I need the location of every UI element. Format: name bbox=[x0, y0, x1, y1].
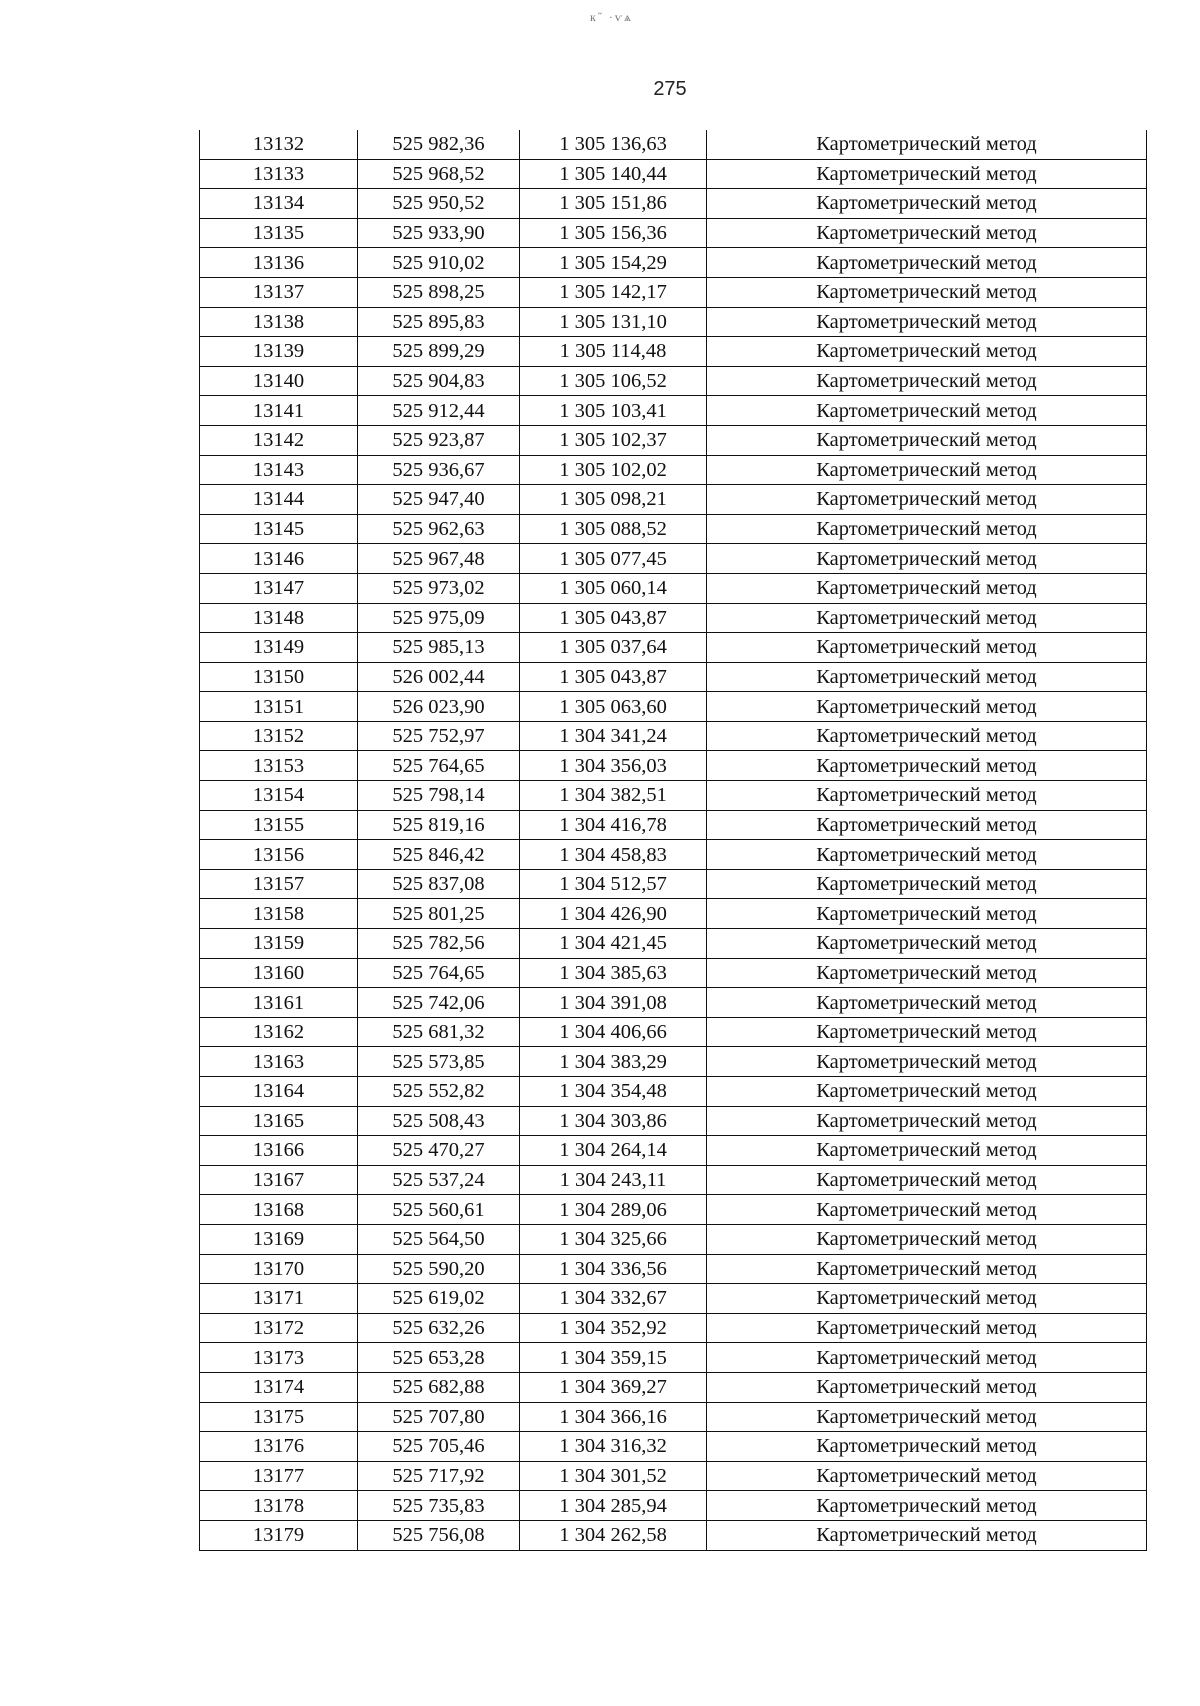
x-coordinate-cell: 525 508,43 bbox=[358, 1106, 520, 1136]
x-coordinate-cell: 525 653,28 bbox=[358, 1343, 520, 1373]
x-coordinate-cell: 525 950,52 bbox=[358, 189, 520, 219]
x-coordinate-cell: 525 764,65 bbox=[358, 751, 520, 781]
method-cell: Картометрический метод bbox=[707, 514, 1147, 544]
method-cell: Картометрический метод bbox=[707, 130, 1147, 159]
x-coordinate-cell: 525 752,97 bbox=[358, 721, 520, 751]
x-coordinate-cell: 525 573,85 bbox=[358, 1047, 520, 1077]
table-row bbox=[200, 366, 1147, 396]
table-row bbox=[200, 869, 1147, 899]
method-cell: Картометрический метод bbox=[707, 869, 1147, 899]
point-number-cell: 13172 bbox=[200, 1313, 358, 1343]
y-coordinate-cell: 1 305 098,21 bbox=[520, 485, 707, 515]
y-coordinate-cell: 1 304 243,11 bbox=[520, 1165, 707, 1195]
table-row bbox=[200, 781, 1147, 811]
method-cell: Картометрический метод bbox=[707, 751, 1147, 781]
table-row bbox=[200, 751, 1147, 781]
method-cell: Картометрический метод bbox=[707, 189, 1147, 219]
method-cell: Картометрический метод bbox=[707, 159, 1147, 189]
y-coordinate-cell: 1 304 301,52 bbox=[520, 1461, 707, 1491]
method-cell: Картометрический метод bbox=[707, 1461, 1147, 1491]
x-coordinate-cell: 525 707,80 bbox=[358, 1402, 520, 1432]
method-cell: Картометрический метод bbox=[707, 603, 1147, 633]
table-row bbox=[200, 514, 1147, 544]
x-coordinate-cell: 525 846,42 bbox=[358, 840, 520, 870]
y-coordinate-cell: 1 305 142,17 bbox=[520, 277, 707, 307]
method-cell: Картометрический метод bbox=[707, 1372, 1147, 1402]
x-coordinate-cell: 525 681,32 bbox=[358, 1017, 520, 1047]
point-number-cell: 13163 bbox=[200, 1047, 358, 1077]
point-number-cell: 13173 bbox=[200, 1343, 358, 1373]
y-coordinate-cell: 1 305 060,14 bbox=[520, 573, 707, 603]
y-coordinate-cell: 1 304 289,06 bbox=[520, 1195, 707, 1225]
table-row bbox=[200, 1461, 1147, 1491]
method-cell: Картометрический метод bbox=[707, 633, 1147, 663]
method-cell: Картометрический метод bbox=[707, 1106, 1147, 1136]
table-row bbox=[200, 1372, 1147, 1402]
point-number-cell: 13146 bbox=[200, 544, 358, 574]
point-number-cell: 13176 bbox=[200, 1432, 358, 1462]
x-coordinate-cell: 526 002,44 bbox=[358, 662, 520, 692]
y-coordinate-cell: 1 305 103,41 bbox=[520, 396, 707, 426]
method-cell: Картометрический метод bbox=[707, 810, 1147, 840]
y-coordinate-cell: 1 304 359,15 bbox=[520, 1343, 707, 1373]
method-cell: Картометрический метод bbox=[707, 899, 1147, 929]
point-number-cell: 13171 bbox=[200, 1284, 358, 1314]
method-cell: Картометрический метод bbox=[707, 988, 1147, 1018]
point-number-cell: 13132 bbox=[200, 130, 358, 159]
coordinates-table-body bbox=[200, 130, 1147, 1550]
table-row bbox=[200, 277, 1147, 307]
x-coordinate-cell: 525 912,44 bbox=[358, 396, 520, 426]
table-row bbox=[200, 307, 1147, 337]
table-row bbox=[200, 662, 1147, 692]
table-row bbox=[200, 130, 1147, 159]
method-cell: Картометрический метод bbox=[707, 218, 1147, 248]
point-number-cell: 13177 bbox=[200, 1461, 358, 1491]
point-number-cell: 13151 bbox=[200, 692, 358, 722]
table-row bbox=[200, 1077, 1147, 1107]
y-coordinate-cell: 1 304 336,56 bbox=[520, 1254, 707, 1284]
method-cell: Картометрический метод bbox=[707, 721, 1147, 751]
y-coordinate-cell: 1 305 151,86 bbox=[520, 189, 707, 219]
y-coordinate-cell: 1 304 341,24 bbox=[520, 721, 707, 751]
table-row bbox=[200, 1284, 1147, 1314]
table-row bbox=[200, 1254, 1147, 1284]
method-cell: Картометрический метод bbox=[707, 1047, 1147, 1077]
table-row bbox=[200, 958, 1147, 988]
x-coordinate-cell: 525 975,09 bbox=[358, 603, 520, 633]
point-number-cell: 13139 bbox=[200, 337, 358, 367]
x-coordinate-cell: 525 560,61 bbox=[358, 1195, 520, 1225]
y-coordinate-cell: 1 305 037,64 bbox=[520, 633, 707, 663]
x-coordinate-cell: 525 819,16 bbox=[358, 810, 520, 840]
x-coordinate-cell: 525 973,02 bbox=[358, 573, 520, 603]
x-coordinate-cell: 525 705,46 bbox=[358, 1432, 520, 1462]
method-cell: Картометрический метод bbox=[707, 573, 1147, 603]
x-coordinate-cell: 525 904,83 bbox=[358, 366, 520, 396]
y-coordinate-cell: 1 304 406,66 bbox=[520, 1017, 707, 1047]
y-coordinate-cell: 1 304 391,08 bbox=[520, 988, 707, 1018]
y-coordinate-cell: 1 305 106,52 bbox=[520, 366, 707, 396]
method-cell: Картометрический метод bbox=[707, 425, 1147, 455]
y-coordinate-cell: 1 304 325,66 bbox=[520, 1224, 707, 1254]
table-row bbox=[200, 573, 1147, 603]
table-row bbox=[200, 1402, 1147, 1432]
y-coordinate-cell: 1 305 043,87 bbox=[520, 603, 707, 633]
y-coordinate-cell: 1 304 369,27 bbox=[520, 1372, 707, 1402]
y-coordinate-cell: 1 305 140,44 bbox=[520, 159, 707, 189]
point-number-cell: 13149 bbox=[200, 633, 358, 663]
table-row bbox=[200, 159, 1147, 189]
x-coordinate-cell: 525 537,24 bbox=[358, 1165, 520, 1195]
y-coordinate-cell: 1 305 131,10 bbox=[520, 307, 707, 337]
table-row bbox=[200, 1224, 1147, 1254]
x-coordinate-cell: 525 717,92 bbox=[358, 1461, 520, 1491]
method-cell: Картометрический метод bbox=[707, 1432, 1147, 1462]
point-number-cell: 13167 bbox=[200, 1165, 358, 1195]
y-coordinate-cell: 1 305 043,87 bbox=[520, 662, 707, 692]
table-row bbox=[200, 396, 1147, 426]
point-number-cell: 13178 bbox=[200, 1491, 358, 1521]
x-coordinate-cell: 526 023,90 bbox=[358, 692, 520, 722]
method-cell: Картометрический метод bbox=[707, 1195, 1147, 1225]
point-number-cell: 13150 bbox=[200, 662, 358, 692]
table-row bbox=[200, 455, 1147, 485]
y-coordinate-cell: 1 305 136,63 bbox=[520, 130, 707, 159]
x-coordinate-cell: 525 923,87 bbox=[358, 425, 520, 455]
table-row bbox=[200, 988, 1147, 1018]
table-row bbox=[200, 721, 1147, 751]
y-coordinate-cell: 1 304 303,86 bbox=[520, 1106, 707, 1136]
method-cell: Картометрический метод bbox=[707, 1284, 1147, 1314]
table-row bbox=[200, 1343, 1147, 1373]
method-cell: Картометрический метод bbox=[707, 396, 1147, 426]
table-row bbox=[200, 544, 1147, 574]
table-row bbox=[200, 1165, 1147, 1195]
point-number-cell: 13174 bbox=[200, 1372, 358, 1402]
method-cell: Картометрический метод bbox=[707, 1077, 1147, 1107]
method-cell: Картометрический метод bbox=[707, 1402, 1147, 1432]
y-coordinate-cell: 1 305 088,52 bbox=[520, 514, 707, 544]
point-number-cell: 13170 bbox=[200, 1254, 358, 1284]
table-row bbox=[200, 1136, 1147, 1166]
point-number-cell: 13133 bbox=[200, 159, 358, 189]
x-coordinate-cell: 525 895,83 bbox=[358, 307, 520, 337]
x-coordinate-cell: 525 967,48 bbox=[358, 544, 520, 574]
method-cell: Картометрический метод bbox=[707, 781, 1147, 811]
y-coordinate-cell: 1 305 063,60 bbox=[520, 692, 707, 722]
point-number-cell: 13168 bbox=[200, 1195, 358, 1225]
method-cell: Картометрический метод bbox=[707, 1136, 1147, 1166]
x-coordinate-cell: 525 899,29 bbox=[358, 337, 520, 367]
y-coordinate-cell: 1 304 416,78 bbox=[520, 810, 707, 840]
table-row bbox=[200, 840, 1147, 870]
method-cell: Картометрический метод bbox=[707, 840, 1147, 870]
x-coordinate-cell: 525 798,14 bbox=[358, 781, 520, 811]
point-number-cell: 13142 bbox=[200, 425, 358, 455]
table-row bbox=[200, 1313, 1147, 1343]
x-coordinate-cell: 525 898,25 bbox=[358, 277, 520, 307]
y-coordinate-cell: 1 305 102,37 bbox=[520, 425, 707, 455]
point-number-cell: 13141 bbox=[200, 396, 358, 426]
x-coordinate-cell: 525 947,40 bbox=[358, 485, 520, 515]
method-cell: Картометрический метод bbox=[707, 485, 1147, 515]
point-number-cell: 13140 bbox=[200, 366, 358, 396]
table-row bbox=[200, 929, 1147, 959]
table-row bbox=[200, 692, 1147, 722]
point-number-cell: 13159 bbox=[200, 929, 358, 959]
y-coordinate-cell: 1 304 352,92 bbox=[520, 1313, 707, 1343]
method-cell: Картометрический метод bbox=[707, 248, 1147, 278]
x-coordinate-cell: 525 968,52 bbox=[358, 159, 520, 189]
x-coordinate-cell: 525 735,83 bbox=[358, 1491, 520, 1521]
x-coordinate-cell: 525 564,50 bbox=[358, 1224, 520, 1254]
method-cell: Картометрический метод bbox=[707, 1313, 1147, 1343]
table-row bbox=[200, 189, 1147, 219]
point-number-cell: 13136 bbox=[200, 248, 358, 278]
table-row bbox=[200, 218, 1147, 248]
y-coordinate-cell: 1 304 264,14 bbox=[520, 1136, 707, 1166]
y-coordinate-cell: 1 304 421,45 bbox=[520, 929, 707, 959]
point-number-cell: 13137 bbox=[200, 277, 358, 307]
x-coordinate-cell: 525 933,90 bbox=[358, 218, 520, 248]
point-number-cell: 13135 bbox=[200, 218, 358, 248]
method-cell: Картометрический метод bbox=[707, 1224, 1147, 1254]
table-row bbox=[200, 425, 1147, 455]
point-number-cell: 13156 bbox=[200, 840, 358, 870]
y-coordinate-cell: 1 305 156,36 bbox=[520, 218, 707, 248]
y-coordinate-cell: 1 304 262,58 bbox=[520, 1520, 707, 1550]
x-coordinate-cell: 525 962,63 bbox=[358, 514, 520, 544]
point-number-cell: 13138 bbox=[200, 307, 358, 337]
y-coordinate-cell: 1 304 426,90 bbox=[520, 899, 707, 929]
method-cell: Картометрический метод bbox=[707, 1343, 1147, 1373]
method-cell: Картометрический метод bbox=[707, 1520, 1147, 1550]
point-number-cell: 13175 bbox=[200, 1402, 358, 1432]
x-coordinate-cell: 525 552,82 bbox=[358, 1077, 520, 1107]
point-number-cell: 13147 bbox=[200, 573, 358, 603]
y-coordinate-cell: 1 305 102,02 bbox=[520, 455, 707, 485]
y-coordinate-cell: 1 304 332,67 bbox=[520, 1284, 707, 1314]
point-number-cell: 13157 bbox=[200, 869, 358, 899]
x-coordinate-cell: 525 982,36 bbox=[358, 130, 520, 159]
x-coordinate-cell: 525 756,08 bbox=[358, 1520, 520, 1550]
table-row bbox=[200, 1017, 1147, 1047]
point-number-cell: 13153 bbox=[200, 751, 358, 781]
y-coordinate-cell: 1 304 382,51 bbox=[520, 781, 707, 811]
page-number: 275 bbox=[653, 78, 687, 100]
method-cell: Картометрический метод bbox=[707, 455, 1147, 485]
y-coordinate-cell: 1 304 383,29 bbox=[520, 1047, 707, 1077]
x-coordinate-cell: 525 801,25 bbox=[358, 899, 520, 929]
scan-mark: к˝ ·ѵѧ bbox=[590, 10, 633, 24]
table-row bbox=[200, 337, 1147, 367]
method-cell: Картометрический метод bbox=[707, 337, 1147, 367]
point-number-cell: 13169 bbox=[200, 1224, 358, 1254]
point-number-cell: 13162 bbox=[200, 1017, 358, 1047]
point-number-cell: 13179 bbox=[200, 1520, 358, 1550]
x-coordinate-cell: 525 837,08 bbox=[358, 869, 520, 899]
y-coordinate-cell: 1 304 356,03 bbox=[520, 751, 707, 781]
method-cell: Картометрический метод bbox=[707, 277, 1147, 307]
method-cell: Картометрический метод bbox=[707, 366, 1147, 396]
table-row bbox=[200, 1432, 1147, 1462]
point-number-cell: 13144 bbox=[200, 485, 358, 515]
table-row bbox=[200, 1195, 1147, 1225]
y-coordinate-cell: 1 304 385,63 bbox=[520, 958, 707, 988]
table-row bbox=[200, 1106, 1147, 1136]
table-row bbox=[200, 485, 1147, 515]
method-cell: Картометрический метод bbox=[707, 1254, 1147, 1284]
point-number-cell: 13155 bbox=[200, 810, 358, 840]
table-row bbox=[200, 603, 1147, 633]
point-number-cell: 13166 bbox=[200, 1136, 358, 1166]
y-coordinate-cell: 1 304 354,48 bbox=[520, 1077, 707, 1107]
point-number-cell: 13165 bbox=[200, 1106, 358, 1136]
table-row bbox=[200, 1047, 1147, 1077]
x-coordinate-cell: 525 764,65 bbox=[358, 958, 520, 988]
method-cell: Картометрический метод bbox=[707, 1165, 1147, 1195]
y-coordinate-cell: 1 304 458,83 bbox=[520, 840, 707, 870]
y-coordinate-cell: 1 304 316,32 bbox=[520, 1432, 707, 1462]
table-row bbox=[200, 1520, 1147, 1550]
y-coordinate-cell: 1 305 114,48 bbox=[520, 337, 707, 367]
table-row bbox=[200, 633, 1147, 663]
table-row bbox=[200, 1491, 1147, 1521]
x-coordinate-cell: 525 682,88 bbox=[358, 1372, 520, 1402]
method-cell: Картометрический метод bbox=[707, 307, 1147, 337]
method-cell: Картометрический метод bbox=[707, 958, 1147, 988]
method-cell: Картометрический метод bbox=[707, 1017, 1147, 1047]
y-coordinate-cell: 1 304 366,16 bbox=[520, 1402, 707, 1432]
x-coordinate-cell: 525 782,56 bbox=[358, 929, 520, 959]
point-number-cell: 13160 bbox=[200, 958, 358, 988]
x-coordinate-cell: 525 590,20 bbox=[358, 1254, 520, 1284]
x-coordinate-cell: 525 619,02 bbox=[358, 1284, 520, 1314]
table-row bbox=[200, 248, 1147, 278]
method-cell: Картометрический метод bbox=[707, 1491, 1147, 1521]
method-cell: Картометрический метод bbox=[707, 662, 1147, 692]
point-number-cell: 13161 bbox=[200, 988, 358, 1018]
coordinates-table bbox=[199, 130, 1147, 1551]
method-cell: Картометрический метод bbox=[707, 929, 1147, 959]
point-number-cell: 13152 bbox=[200, 721, 358, 751]
x-coordinate-cell: 525 936,67 bbox=[358, 455, 520, 485]
point-number-cell: 13154 bbox=[200, 781, 358, 811]
x-coordinate-cell: 525 910,02 bbox=[358, 248, 520, 278]
x-coordinate-cell: 525 985,13 bbox=[358, 633, 520, 663]
x-coordinate-cell: 525 742,06 bbox=[358, 988, 520, 1018]
y-coordinate-cell: 1 304 512,57 bbox=[520, 869, 707, 899]
point-number-cell: 13148 bbox=[200, 603, 358, 633]
point-number-cell: 13145 bbox=[200, 514, 358, 544]
point-number-cell: 13164 bbox=[200, 1077, 358, 1107]
point-number-cell: 13134 bbox=[200, 189, 358, 219]
table-row bbox=[200, 899, 1147, 929]
point-number-cell: 13158 bbox=[200, 899, 358, 929]
method-cell: Картометрический метод bbox=[707, 692, 1147, 722]
method-cell: Картометрический метод bbox=[707, 544, 1147, 574]
x-coordinate-cell: 525 632,26 bbox=[358, 1313, 520, 1343]
y-coordinate-cell: 1 305 154,29 bbox=[520, 248, 707, 278]
y-coordinate-cell: 1 305 077,45 bbox=[520, 544, 707, 574]
y-coordinate-cell: 1 304 285,94 bbox=[520, 1491, 707, 1521]
x-coordinate-cell: 525 470,27 bbox=[358, 1136, 520, 1166]
table-row bbox=[200, 810, 1147, 840]
point-number-cell: 13143 bbox=[200, 455, 358, 485]
